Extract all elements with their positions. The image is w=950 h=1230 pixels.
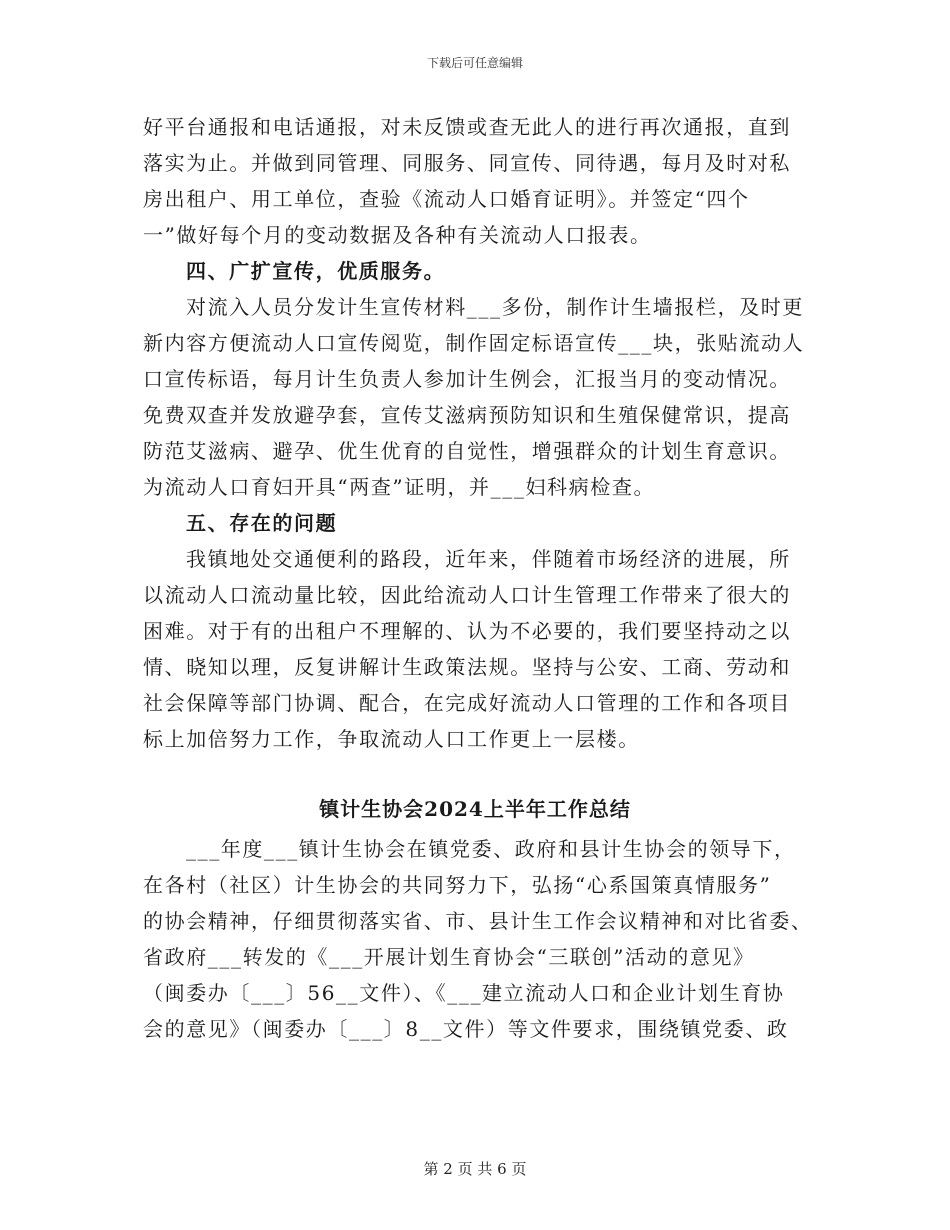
paragraph-line: 为流动人口育妇开具“两查”证明，并___妇科病检查。 xyxy=(143,475,656,499)
document-title: 镇计生协会2024上半年工作总结 xyxy=(319,797,631,821)
page-footer: 第 2 页 共 6 页 xyxy=(423,1160,527,1178)
page-header: 下载后可任意编辑 xyxy=(426,56,523,70)
paragraph-line: 一”做好每个月的变动数据及各种有关流动人口报表。 xyxy=(143,223,652,247)
paragraph-line: 新内容方便流动人口宣传阅览，制作固定标语宣传___块，张贴流动人 xyxy=(143,331,805,355)
paragraph-line: 好平台通报和电话通报，对未反馈或查无此人的进行再次通报，直到 xyxy=(143,115,791,139)
paragraph-line: 我镇地处交通便利的路段，近年来，伴随着市场经济的进展，所 xyxy=(186,547,791,571)
section-heading: 四、广扩宣传，优质服务。 xyxy=(186,259,446,283)
paragraph-line: 对流入人员分发计生宣传材料___多份，制作计生墙报栏，及时更 xyxy=(186,295,804,319)
paragraph-line: 会的意见》（闽委办〔___〕8__文件）等文件要求，围绕镇党委、政 xyxy=(143,1017,789,1041)
paragraph-line: 落实为止。并做到同管理、同服务、同宣传、同待遇，每月及时对私 xyxy=(143,151,791,175)
paragraph-line: 的协会精神，仔细贯彻落实省、市、县计生工作会议精神和对比省委、 xyxy=(143,909,813,933)
paragraph-line: 社会保障等部门协调、配合，在完成好流动人口管理的工作和各项目 xyxy=(143,691,791,715)
paragraph-line: 在各村（社区）计生协会的共同努力下，弘扬“心系国策真情服务” xyxy=(143,873,772,897)
paragraph-line: 口宣传标语，每月计生负责人参加计生例会，汇报当月的变动情况。 xyxy=(143,367,791,391)
paragraph-line: 房出租户、用工单位，查验《流动人口婚育证明》。并签定“四个 xyxy=(143,187,750,211)
paragraph-line: 防范艾滋病、避孕、优生优育的自觉性，增强群众的计划生育意识。 xyxy=(143,439,791,463)
paragraph-line: （闽委办〔___〕56__文件）、《___建立流动人口和企业计划生育协 xyxy=(143,981,785,1005)
section-heading: 五、存在的问题 xyxy=(186,511,338,535)
paragraph-line: 以流动人口流动量比较，因此给流动人口计生管理工作带来了很大的 xyxy=(143,583,791,607)
paragraph-line: 标上加倍努力工作，争取流动人口工作更上一层楼。 xyxy=(143,727,640,751)
paragraph-line: 省政府___转发的《___开展计划生育协会“三联创”活动的意见》 xyxy=(143,945,755,969)
paragraph-line: 免费双查并发放避孕套，宣传艾滋病预防知识和生殖保健常识，提高 xyxy=(143,403,791,427)
paragraph-line: ___年度___镇计生协会在镇党委、政府和县计生协会的领导下， xyxy=(186,837,796,861)
paragraph-line: 情、晓知以理，反复讲解计生政策法规。坚持与公安、工商、劳动和 xyxy=(143,655,791,679)
paragraph-line: 困难。对于有的出租户不理解的、认为不必要的，我们要坚持动之以 xyxy=(143,619,791,643)
